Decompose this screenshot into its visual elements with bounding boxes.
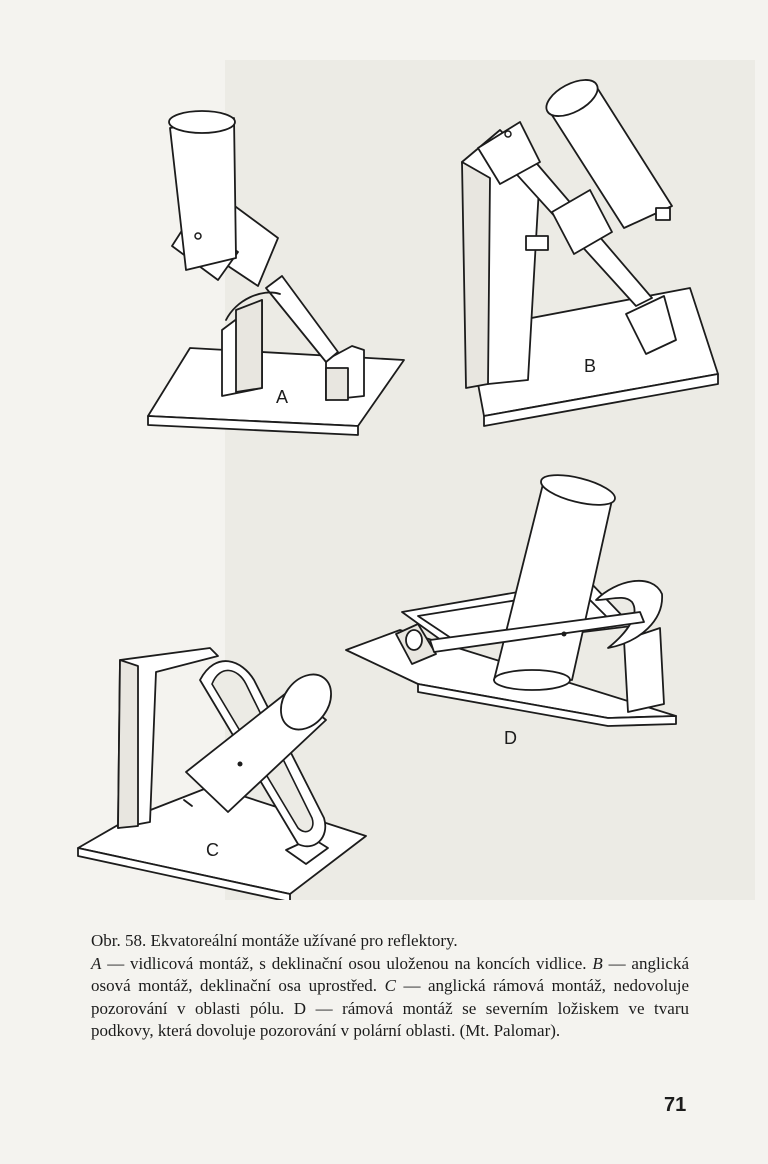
caption-text-b: — anglická osová montáž, deklinační osa uprostřed.	[91, 953, 689, 995]
caption-body	[91, 953, 689, 1043]
label-b: B	[584, 356, 597, 376]
label-d: D	[504, 728, 517, 748]
figure-caption	[91, 930, 689, 1043]
caption-letter-b: B	[592, 953, 603, 973]
caption-title: Obr. 58. Ekvatoreální montáže užívané pro reflektory.	[91, 931, 458, 950]
caption-text-a: — vidlicová montáž, s deklinační osou uloženou na koncích vidlice.	[101, 953, 587, 973]
label-a: A	[276, 387, 289, 407]
caption-letter-c: C	[384, 976, 396, 995]
caption-letter-a: A	[91, 953, 102, 973]
page-number: 71	[664, 1094, 687, 1116]
caption-text-c: — anglická rámová montáž, nedovoluje pozorování v oblasti pólu. D — rámová montáž se severním ložiskem ve tvaru podkovy, která dovoluje pozorování v polární oblasti. (Mt. Palomar).	[91, 976, 689, 1040]
label-c: C	[206, 840, 219, 860]
